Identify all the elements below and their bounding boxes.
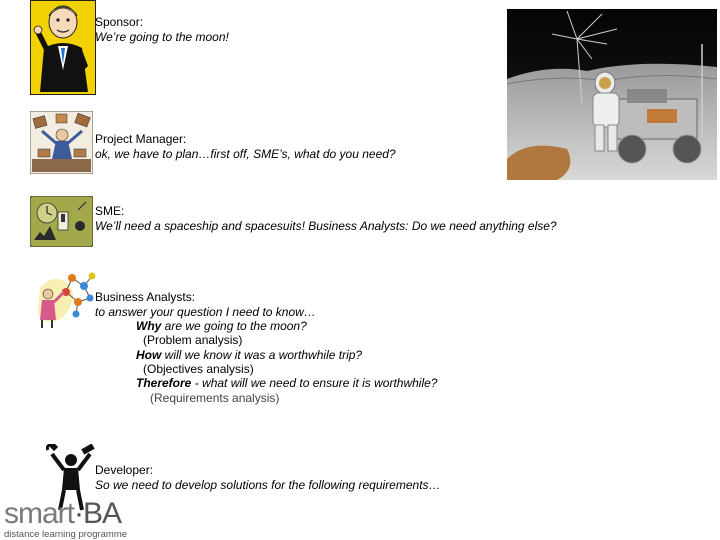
sme-role: SME:: [95, 204, 125, 218]
sponsor-clipart: [30, 0, 96, 95]
developer-line: So we need to develop solutions for the following requirements…: [95, 477, 441, 492]
business-analysts-role: Business Analysts:: [95, 290, 196, 304]
sponsor-role: Sponsor:: [95, 15, 144, 29]
question-why: [136, 319, 307, 334]
project-manager-clipart: [30, 111, 93, 174]
sme-clipart: [30, 196, 93, 247]
sme-line: We’ll need a spaceship and spacesuits! Business Analysts: Do we need anything else?: [95, 218, 557, 233]
sme-block: [95, 204, 557, 233]
question-why-sub: (Problem analysis): [143, 333, 243, 347]
logo-dot-icon: ·: [74, 497, 83, 530]
question-therefore-lead: Therefore: [136, 376, 192, 390]
question-why-rest: are we going to the moon?: [161, 319, 307, 333]
moon-photo: [507, 9, 717, 180]
juggling-manager-icon: [30, 111, 93, 174]
project-manager-block: [95, 132, 396, 161]
logo-brand-right: BA: [83, 497, 122, 530]
light-switch-icon: [30, 196, 93, 247]
question-how-rest: will we know it was a worthwhile trip?: [161, 348, 363, 362]
question-why-lead: Why: [136, 319, 162, 333]
developer-block: [95, 463, 441, 492]
logo-tagline: distance learning programme: [4, 529, 128, 540]
project-manager-line: ok, we have to plan…first off, SME’s, what do you need?: [95, 146, 396, 161]
business-analysts-clipart: [32, 268, 98, 330]
sponsor-block: [95, 15, 229, 44]
question-how: [136, 348, 362, 363]
molecule-network-icon: [32, 268, 98, 330]
question-therefore-rest: - what will we need to ensure it is worthwhile?: [191, 376, 438, 390]
business-analysts-line: to answer your question I need to know…: [95, 304, 316, 319]
question-how-sub: (Objectives analysis): [143, 362, 254, 376]
question-therefore-sub: (Requirements analysis): [150, 391, 280, 405]
sponsor-line: We’re going to the moon!: [95, 29, 229, 44]
logo-brand-left: smart: [4, 497, 74, 530]
smartba-logo: [4, 499, 144, 540]
developer-role: Developer:: [95, 463, 154, 477]
project-manager-role: Project Manager:: [95, 132, 187, 146]
question-how-lead: How: [136, 348, 162, 362]
business-analysts-block: [95, 290, 316, 319]
astronaut-rover-photo-icon: [507, 9, 717, 180]
businessman-icon: [30, 0, 96, 95]
logo-wordmark: [4, 499, 144, 529]
question-therefore: [136, 376, 437, 391]
